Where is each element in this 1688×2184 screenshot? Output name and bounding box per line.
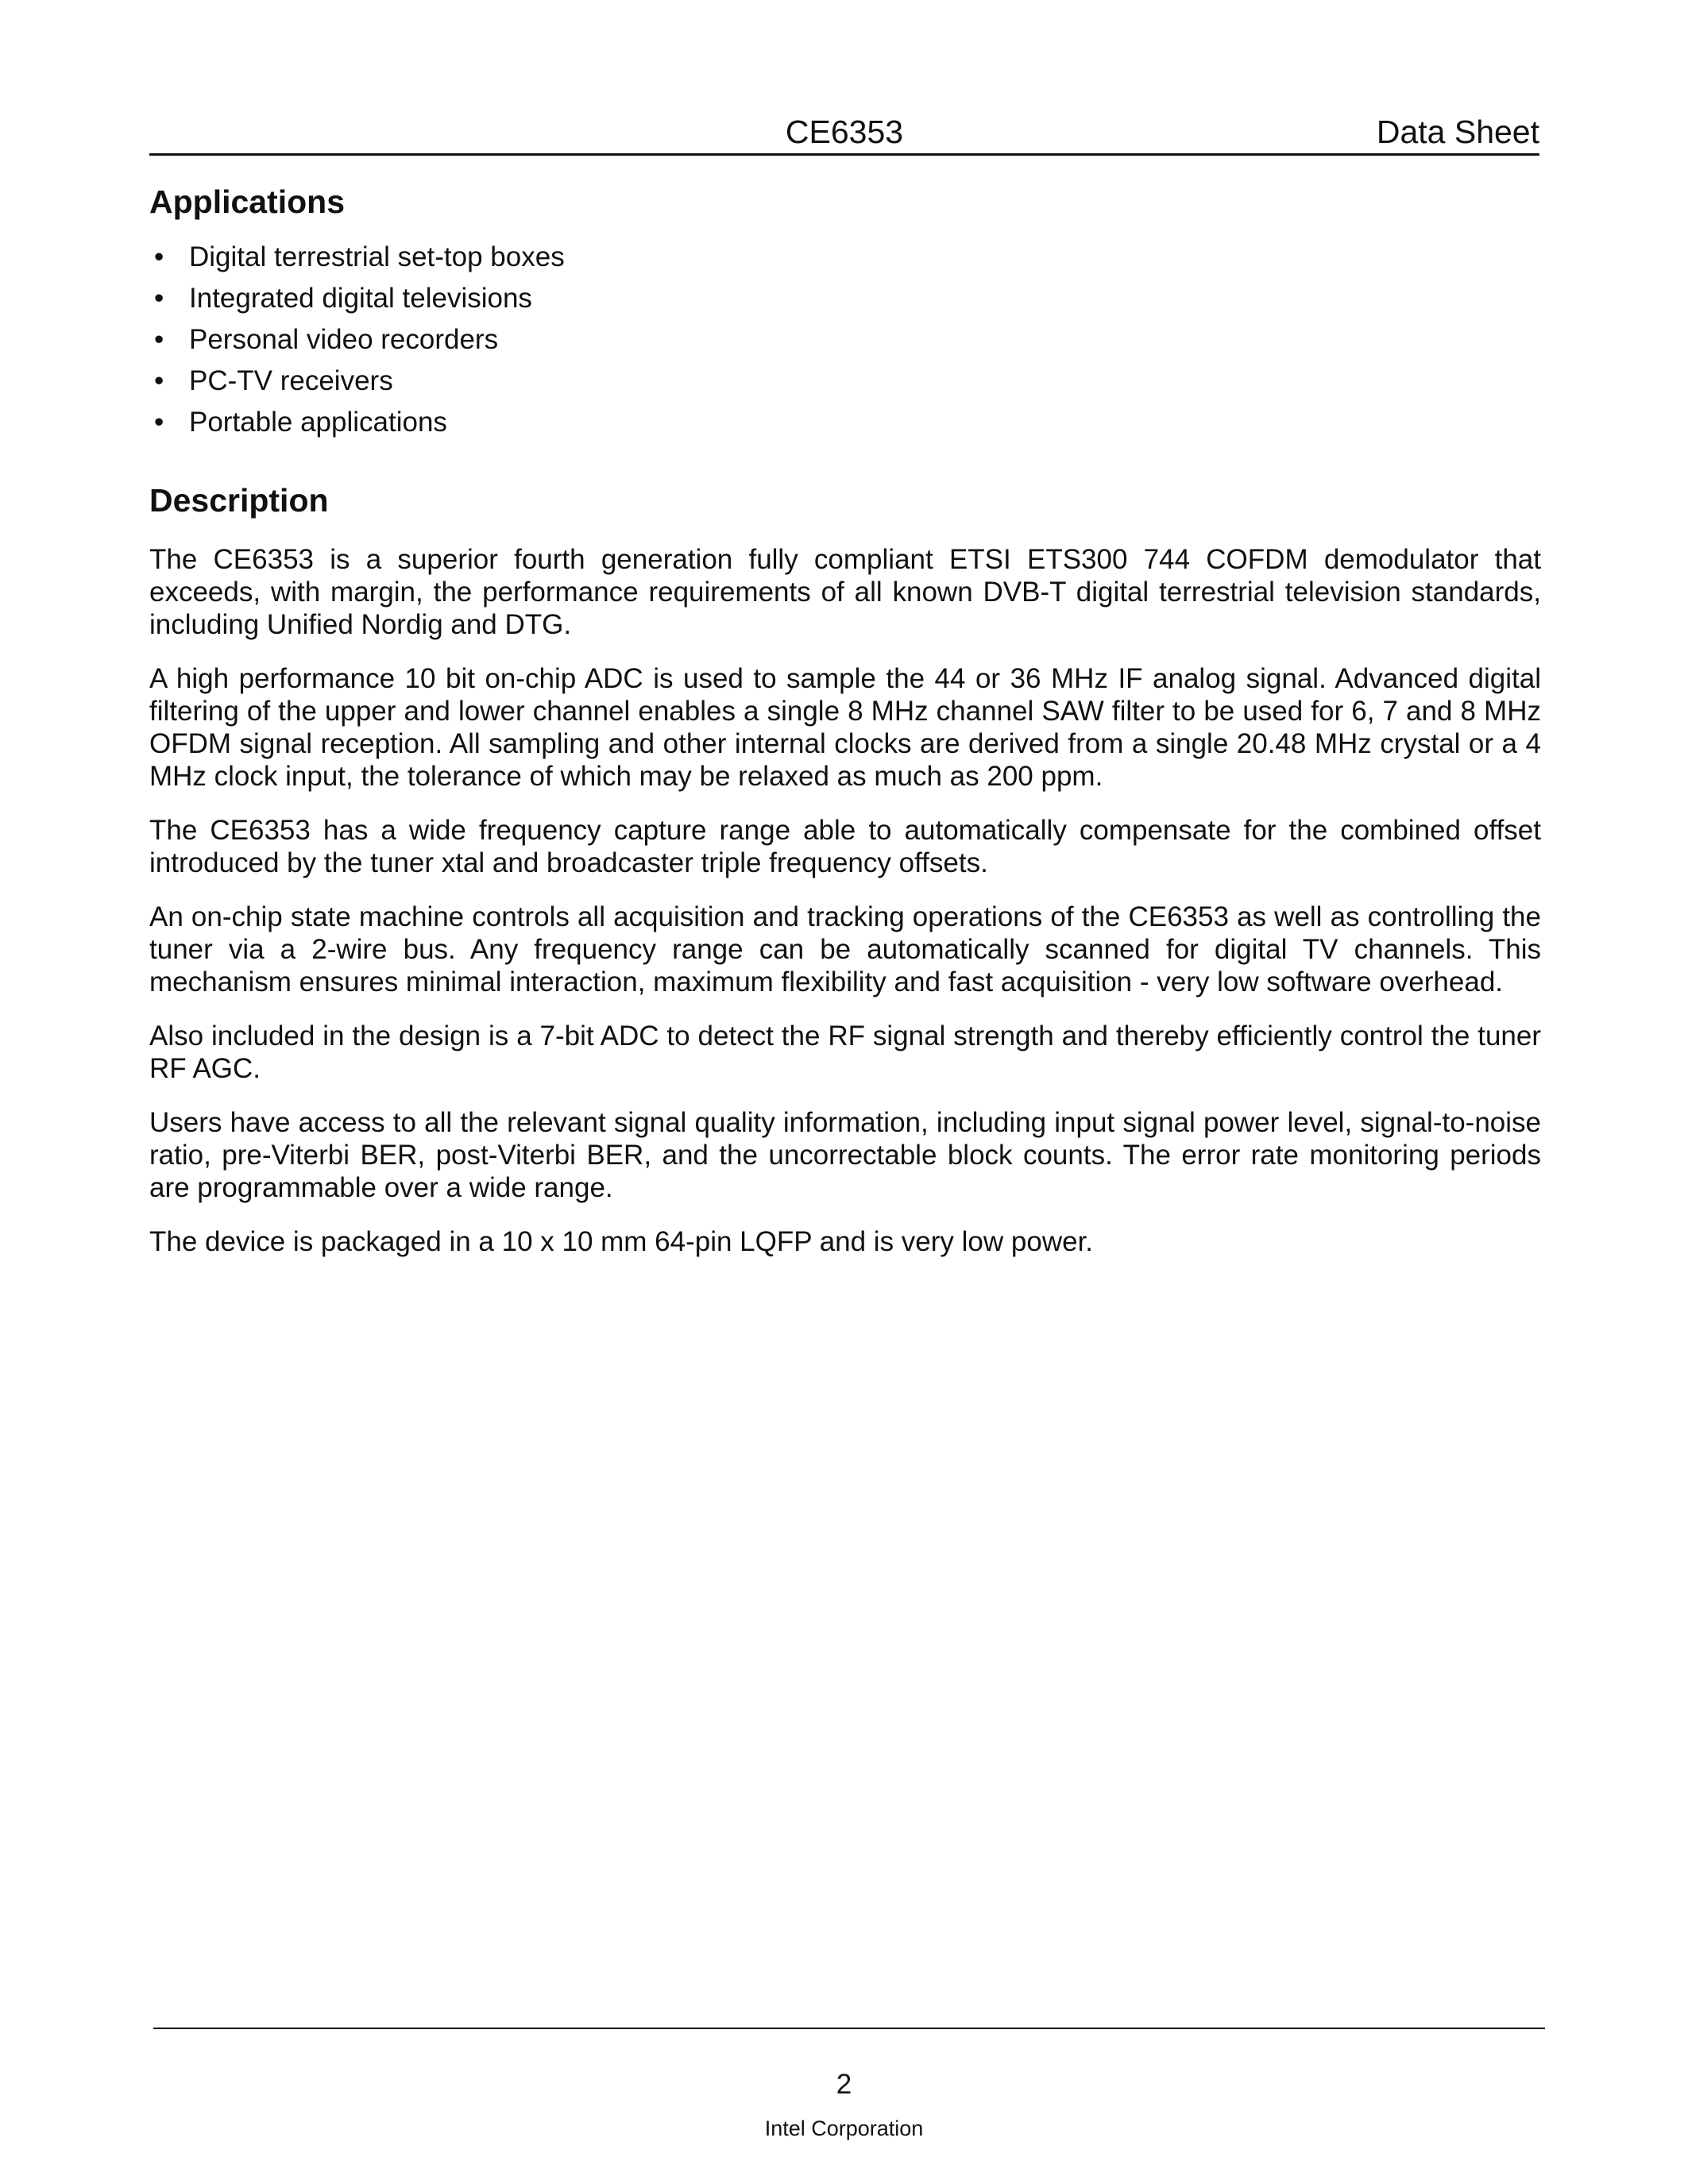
applications-list xyxy=(149,237,1541,443)
description-paragraph: An on-chip state machine controls all acquisition and tracking operations of the CE6353 as well as controlling the tuner via a 2-wire bus. Any frequency range can be automatically scanned for digital TV channels. This mechanism ensures minimal interaction, maximum flexibility and fast acquisition - very low software overhead. xyxy=(149,901,1541,997)
bullet-icon: • xyxy=(154,407,164,438)
description-paragraph: A high performance 10 bit on-chip ADC is used to sample the 44 or 36 MHz IF analog signal. Advanced digital filtering of the upper and lower channel enables a single 8 MHz channel SAW filter to be used for 6, 7 and 8 MHz OFDM signal reception. All sampling and other internal clocks are derived from a single 20.48 MHz crystal or a 4 MHz clock input, the tolerance of which may be relaxed as much as 200 ppm. xyxy=(149,663,1541,792)
header-doc-id: CE6353 xyxy=(785,114,904,150)
bullet-icon: • xyxy=(154,365,164,396)
list-item xyxy=(149,361,1541,402)
bullet-icon: • xyxy=(154,283,164,314)
page-header xyxy=(149,108,1539,156)
page-number: 2 xyxy=(836,2069,852,2100)
description-paragraph: Also included in the design is a 7-bit ADC to detect the RF signal strength and thereby efficiently control the tuner RF AGC. xyxy=(149,1021,1541,1084)
description-paragraph: Users have access to all the relevant signal quality information, including input signal power level, signal-to-noise ratio, pre-Viterbi BER, post-Viterbi BER, and the uncorrectable block counts. The error rate monitoring periods are programmable over a wide range. xyxy=(149,1107,1541,1203)
description-paragraph: The device is packaged in a 10 x 10 mm 64-pin LQFP and is very low power. xyxy=(149,1226,1094,1257)
header-doc-type: Data Sheet xyxy=(1376,114,1539,150)
description-heading: Description xyxy=(149,482,329,519)
list-item-text: Personal video recorders xyxy=(189,324,499,355)
page-content xyxy=(149,181,1541,1258)
bullet-icon: • xyxy=(154,324,164,355)
footer-company: Intel Corporation xyxy=(764,2116,924,2140)
list-item xyxy=(149,237,1541,278)
description-paragraph: The CE6353 is a superior fourth generation fully compliant ETSI ETS300 744 COFDM demodulator that exceeds, with margin, the performance requirements of all known DVB-T digital terrestrial television standards, including Unified Nordig and DTG. xyxy=(149,544,1541,640)
list-item xyxy=(149,278,1541,319)
list-item-text: Integrated digital televisions xyxy=(189,283,532,314)
list-item-text: Portable applications xyxy=(189,407,447,438)
list-item xyxy=(149,319,1541,361)
list-item-text: Digital terrestrial set-top boxes xyxy=(189,241,565,272)
description-paragraph: The CE6353 has a wide frequency capture range able to automatically compensate for the combined offset introduced by the tuner xtal and broadcaster triple frequency offsets. xyxy=(149,815,1541,878)
bullet-icon: • xyxy=(154,241,164,272)
list-item xyxy=(149,402,1541,443)
list-item-text: PC-TV receivers xyxy=(189,365,393,396)
applications-heading: Applications xyxy=(149,183,346,220)
footer-divider xyxy=(153,2028,1545,2029)
header-divider xyxy=(149,153,1539,156)
